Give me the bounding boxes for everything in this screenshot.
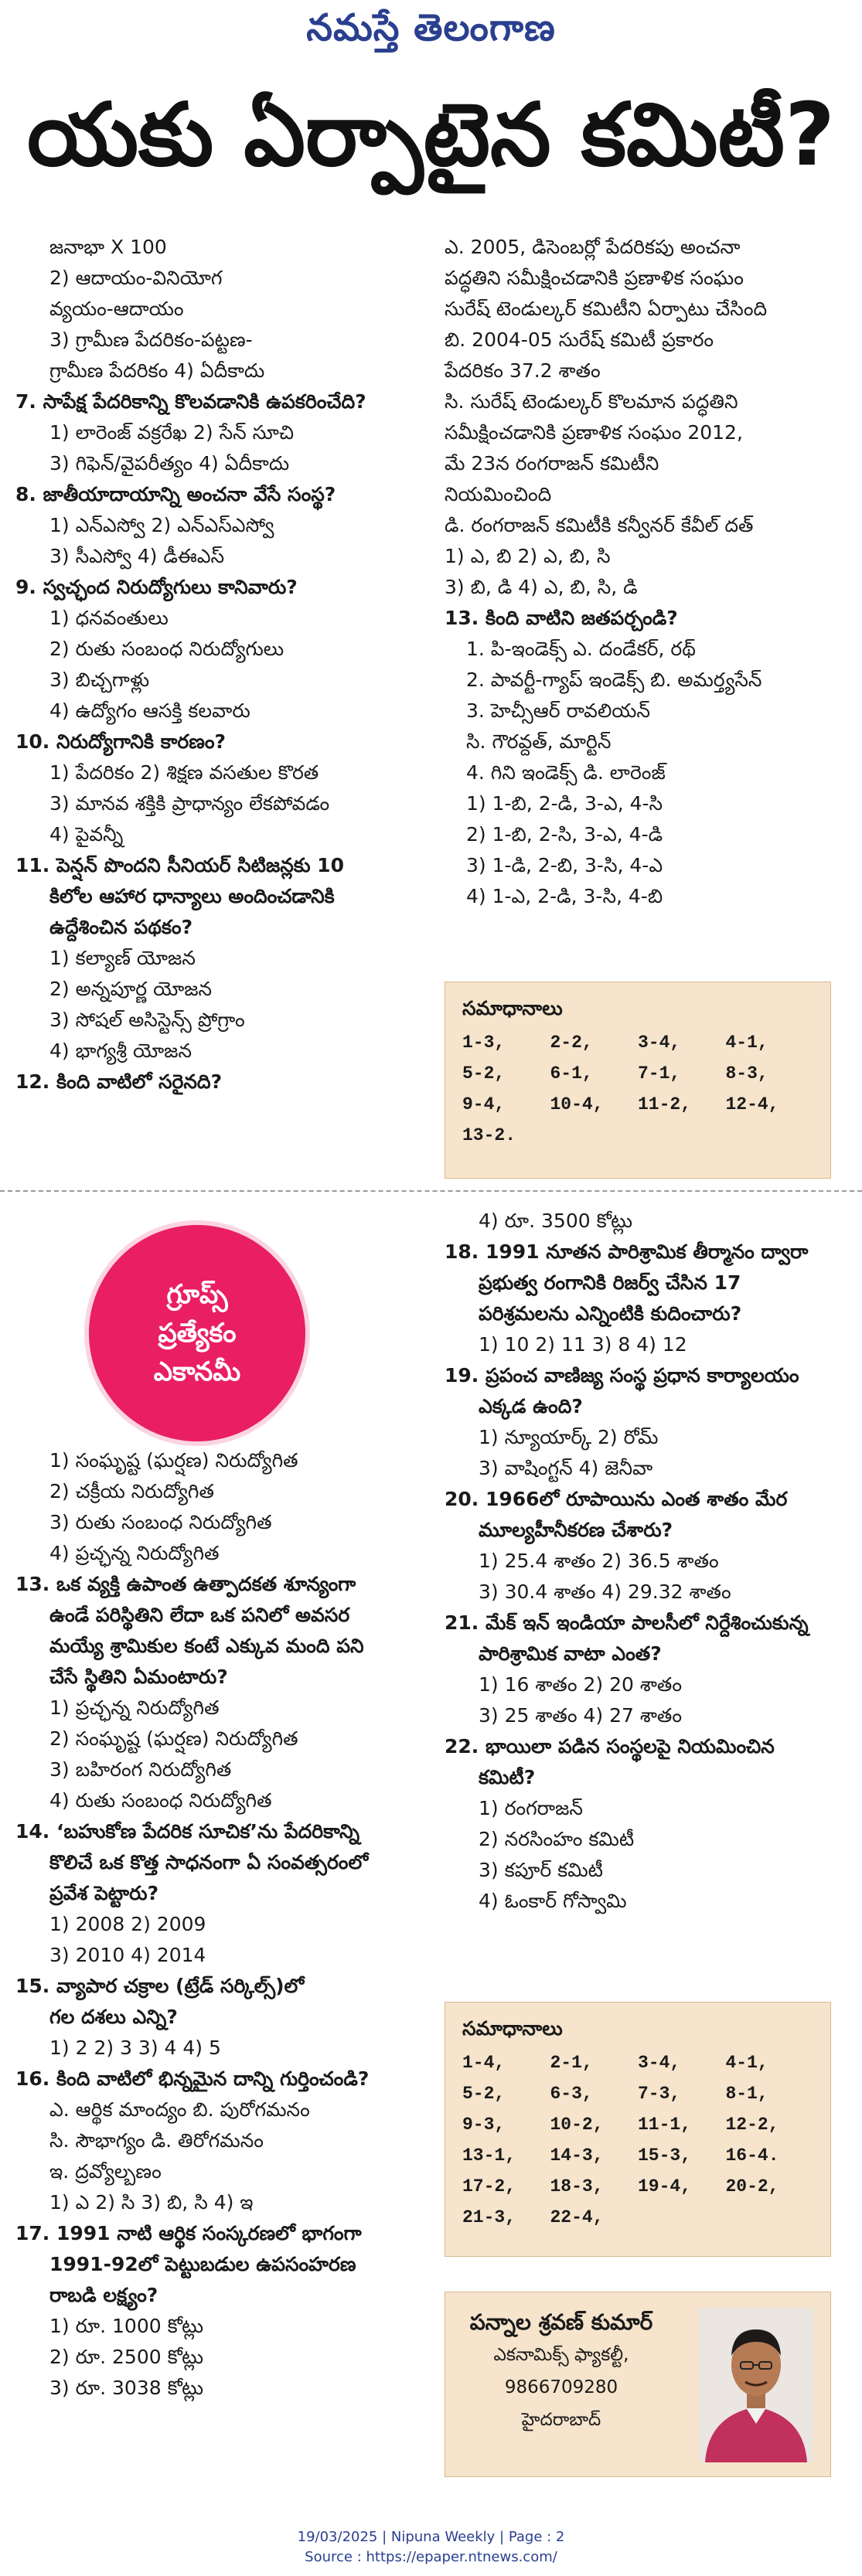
- option-line: 1) లారెంజ్ వక్రరేఖ 2) సేన్ సూచి: [49, 421, 295, 444]
- question-line: కమిటీ?: [479, 1766, 536, 1788]
- answer-item: 9-4,: [462, 1094, 506, 1114]
- option-line: సి. గౌరవ్దత్, మార్టిన్: [466, 730, 612, 753]
- answer-item: 16-4.: [725, 2146, 779, 2166]
- option-line: 1) 25.4 శాతం 2) 36.5 శాతం: [479, 1550, 719, 1572]
- option-line: 1) ఎ 2) సి 3) బి, సి 4) ఇ: [49, 2191, 254, 2214]
- option-line: 3) గిఫెన్/వైపరీత్యం 4) ఏదీకాదు: [49, 452, 290, 475]
- option-line: 4) రూ. 3500 కోట్లు: [479, 1210, 633, 1232]
- option-line: 3) గ్రామీణ పేదరికం-పట్టణ-: [49, 328, 253, 351]
- option-line: 3) 2010 4) 2014: [49, 1944, 206, 1966]
- option-line: 2) 1-బి, 2-సి, 3-ఎ, 4-డి: [466, 823, 663, 846]
- author-phone: 9866709280: [504, 2377, 618, 2397]
- option-line: 2) నరసింహం కమిటీ: [479, 1828, 635, 1850]
- question-line: మూల్యహీనీకరణ చేశారు?: [479, 1519, 673, 1541]
- option-line: ఇ. ద్రవ్యోల్బణం: [49, 2160, 162, 2183]
- answer-item: 17-2,: [462, 2176, 516, 2197]
- answer-item: 7-1,: [638, 1063, 681, 1084]
- section-divider: [0, 1190, 862, 1192]
- question-line: 1991-92లో పెట్టుబడుల ఉపసంహరణ: [49, 2253, 356, 2275]
- option-line: 3) సీఎస్వో 4) డీఈఎస్: [49, 545, 225, 567]
- option-line: 2) సంఘృష్ట (ఘర్షణ) నిరుద్యోగిత: [49, 1727, 298, 1750]
- question-line: 17. 1991 నాటి ఆర్థిక సంస్కరణలో భాగంగా: [15, 2222, 362, 2244]
- answer-item: 9-3,: [462, 2115, 506, 2135]
- answer-item: 8-1,: [725, 2084, 768, 2104]
- answer-item: 12-2,: [725, 2115, 779, 2135]
- option-line: గ్రామీణ పేదరికం 4) ఏదీకాదు: [49, 359, 265, 382]
- question-line: ఉండే పరిస్థితిని లేదా ఒక పనిలో అవసర: [49, 1604, 350, 1626]
- answer-key-box: [445, 2002, 831, 2257]
- option-line: 3) కపూర్ కమిటీ: [479, 1859, 603, 1881]
- answer-item: 11-1,: [638, 2115, 692, 2135]
- answer-item: 7-3,: [638, 2084, 681, 2104]
- option-line: 1) న్యూయార్క్ 2) రోమ్: [479, 1426, 659, 1448]
- option-line: జనాభా X 100: [49, 236, 167, 258]
- badge-line: గ్రూప్స్: [166, 1279, 228, 1310]
- groups-economy-badge: [89, 1225, 305, 1441]
- bottom-left-column: [15, 1445, 433, 2404]
- option-line: 3) వాషింగ్టన్ 4) జెనీవా: [479, 1457, 653, 1479]
- option-line: 3) రుతు సంబంధ నిరుద్యోగిత: [49, 1511, 272, 1533]
- question-line: 10. నిరుద్యోగానికి కారణం?: [15, 730, 227, 753]
- question-line: కిలోల ఆహార ధాన్యాలు అందించడానికి: [49, 885, 335, 907]
- answer-item: 1-4,: [462, 2053, 506, 2073]
- option-line: డి. రంగరాజన్ కమిటీకి కన్వీనర్ కేవీల్ దత్: [445, 514, 754, 536]
- option-line: 1) 2 2) 3 3) 4 4) 5: [49, 2037, 221, 2059]
- option-line: వ్యయం-ఆదాయం: [49, 298, 184, 320]
- answer-item: 5-2,: [462, 1063, 506, 1084]
- question-line: మయ్యే శ్రామికుల కంటే ఎక్కువ మంది పని: [49, 1635, 364, 1657]
- question-line: 13. ఒక వ్యక్తి ఉపాంత ఉత్పాదకత శూన్యంగా: [15, 1573, 356, 1595]
- option-line: 4) ఉద్యోగం ఆసక్తి కలవారు: [49, 699, 250, 722]
- author-card: [445, 2292, 831, 2477]
- option-line: నియమించింది: [445, 483, 552, 505]
- option-line: 1) సంఘృష్ట (ఘర్షణ) నిరుద్యోగిత: [49, 1449, 298, 1472]
- option-line: 1) కల్యాణ్ యోజన: [49, 947, 196, 969]
- answer-item: 12-4,: [725, 1094, 779, 1114]
- option-line: 3) బి, డి 4) ఎ, బి, సి, డి: [445, 576, 638, 598]
- answer-item: 10-2,: [550, 2115, 604, 2135]
- option-line: 1) 10 2) 11 3) 8 4) 12: [479, 1333, 687, 1356]
- answer-item: 6-1,: [550, 1063, 593, 1084]
- question-line: 22. భాయిలా పడిన సంస్థలపై నియమించిన: [445, 1735, 775, 1758]
- option-line: 2) చక్రీయ నిరుద్యోగిత: [49, 1480, 214, 1502]
- question-line: రాబడి లక్ష్యం?: [49, 2284, 158, 2306]
- answer-item: 13-1,: [462, 2146, 516, 2166]
- answer-item: 3-4,: [638, 1033, 681, 1053]
- answer-item: 4-1,: [725, 2053, 768, 2073]
- option-line: 1) 1-బి, 2-డి, 3-ఎ, 4-సి: [466, 792, 663, 815]
- option-line: 2) రూ. 2500 కోట్లు: [49, 2346, 204, 2368]
- option-line: 3) 30.4 శాతం 4) 29.32 శాతం: [479, 1581, 731, 1603]
- question-line: చేసే స్థితిని ఏమంటారు?: [49, 1666, 228, 1688]
- answer-key-box: [445, 982, 831, 1179]
- option-line: 4) రుతు సంబంధ నిరుద్యోగిత: [49, 1789, 272, 1812]
- author-photo: [699, 2308, 813, 2462]
- question-line: 20. 1966లో రూపాయిను ఎంత శాతం మేర: [445, 1488, 788, 1510]
- option-line: 4) 1-ఎ, 2-డి, 3-సి, 4-బి: [466, 885, 663, 907]
- answer-item: 20-2,: [725, 2176, 779, 2197]
- option-line: సమీక్షించడానికి ప్రణాళిక సంఘం 2012,: [445, 421, 743, 444]
- option-line: సి. సౌభాగ్యం డి. తిరోగమనం: [49, 2129, 264, 2152]
- author-city: హైదరాబాద్: [521, 2410, 601, 2430]
- option-line: 1. పి-ఇండెక్స్ ఎ. దండేకర్, రథ్: [466, 638, 696, 660]
- answer-item: 18-3,: [550, 2176, 604, 2197]
- option-line: 1) రంగరాజన్: [479, 1797, 583, 1819]
- question-line: పరిశ్రమలను ఎన్నింటికి కుదించారు?: [479, 1302, 742, 1325]
- option-line: 2) ఆదాయం-వినియోగ: [49, 267, 223, 289]
- option-line: సురేష్ టెండుల్కర్ కమిటీని ఏర్పాటు చేసింది: [445, 298, 768, 320]
- bottom-right-column: [445, 1206, 847, 1917]
- option-line: 3) 25 శాతం 4) 27 శాతం: [479, 1704, 683, 1727]
- option-line: 2. పావర్టీ-గ్యాప్ ఇండెక్స్ బి. అమర్త్యసేన్: [466, 669, 762, 691]
- question-line: 14. ‘బహుకోణ పేదరిక సూచిక’ను పేదరికాన్ని: [15, 1820, 360, 1843]
- option-line: బి. 2004-05 సురేష్ కమిటీ ప్రకారం: [445, 328, 714, 351]
- question-line: ఉద్దేశించిన పథకం?: [49, 916, 193, 938]
- option-line: సి. సురేష్ టెండుల్కర్ కొలమాన పద్ధతిని: [445, 390, 738, 413]
- option-line: 1) పేదరికం 2) శిక్షణ వసతుల కొరత: [49, 761, 319, 784]
- badge-line: ప్రత్యేకం: [158, 1318, 237, 1349]
- option-line: 2) రుతు సంబంధ నిరుద్యోగులు: [49, 638, 284, 660]
- question-line: 7. సాపేక్ష పేదరికాన్ని కొలవడానికి ఉపకరించేది?: [15, 390, 366, 413]
- answer-item: 8-3,: [725, 1063, 768, 1084]
- option-line: 4) పైవన్నీ: [49, 823, 124, 846]
- question-line: 11. పెన్షన్ పొందని సీనియర్ సిటిజన్లకు 10: [15, 854, 344, 876]
- option-line: 4. గిని ఇండెక్స్ డి. లారెంజ్: [466, 761, 666, 784]
- headline: యకు ఏర్పాటైన కమిటీ?: [26, 85, 835, 185]
- answer-key-title: సమాధానాలు: [462, 997, 563, 1019]
- option-line: 3) 1-డి, 2-బి, 3-సి, 4-ఎ: [466, 854, 663, 876]
- option-line: 1) ధనవంతులు: [49, 607, 169, 629]
- option-line: 1) ఎ, బి 2) ఎ, బి, సి: [445, 545, 611, 567]
- answer-item: 15-3,: [638, 2146, 692, 2166]
- option-line: 3) సోషల్ అసిస్టెన్స్ ప్రోగ్రాం: [49, 1009, 245, 1031]
- author-name: పన్నాల శ్రవణ్ కుమార్: [469, 2309, 653, 2335]
- option-line: 1) 16 శాతం 2) 20 శాతం: [479, 1673, 683, 1696]
- question-line: కొలిచే ఒక కొత్త సాధనంగా ఏ సంవత్సరంలో: [49, 1851, 369, 1873]
- question-line: 15. వ్యాపార చక్రాల (ట్రేడ్ సర్కిల్స్)లో: [15, 1975, 305, 1997]
- answer-item: 13-2.: [462, 1125, 516, 1145]
- option-line: 3) మానవ శక్తికి ప్రాధాన్యం లేకపోవడం: [49, 792, 330, 815]
- option-line: 1) ప్రచ్ఛన్న నిరుద్యోగిత: [49, 1696, 220, 1719]
- option-line: 1) 2008 2) 2009: [49, 1913, 206, 1935]
- answer-item: 21-3,: [462, 2207, 516, 2227]
- question-line: 8. జాతీయాదాయాన్ని అంచనా వేసే సంస్థ?: [15, 483, 336, 505]
- option-line: 4) ప్రచ్ఛన్న నిరుద్యోగిత: [49, 1542, 220, 1564]
- question-line: 16. కింది వాటిలో భిన్నమైన దాన్ని గుర్తించండి?: [15, 2067, 370, 2090]
- answer-item: 2-1,: [550, 2053, 593, 2073]
- option-line: 3) బిచ్చగాళ్లు: [49, 669, 150, 691]
- option-line: 2) అన్నపూర్ణ యోజన: [49, 978, 213, 1000]
- answer-item: 10-4,: [550, 1094, 604, 1114]
- option-line: ఎ. 2005, డిసెంబర్లో పేదరికపు అంచనా: [445, 236, 741, 258]
- question-line: ఎక్కడ ఉంది?: [479, 1395, 583, 1417]
- answer-key-title: సమాధానాలు: [462, 2017, 563, 2040]
- answer-item: 2-2,: [550, 1033, 593, 1053]
- option-line: 3) బహిరంగ నిరుద్యోగిత: [49, 1758, 232, 1781]
- option-line: 4) ఓంకార్ గోస్వామి: [479, 1890, 627, 1912]
- option-line: 1) రూ. 1000 కోట్లు: [49, 2315, 204, 2337]
- top-right-column: [445, 232, 847, 912]
- answer-item: 3-4,: [638, 2053, 681, 2073]
- option-line: ఎ. ఆర్థిక మాంద్యం బి. పురోగమనం: [49, 2098, 310, 2121]
- question-line: పారిశ్రామిక వాటా ఎంత?: [479, 1642, 662, 1665]
- option-line: 3. హెచ్సీఆర్ రావలియన్: [466, 699, 650, 722]
- answer-item: 4-1,: [725, 1033, 768, 1053]
- top-left-column: [15, 232, 433, 1097]
- option-line: 4) భాగ్యశ్రీ యోజన: [49, 1040, 193, 1062]
- option-line: మే 23న రంగరాజన్ కమిటీని: [445, 452, 659, 475]
- option-line: పేదరికం 37.2 శాతం: [445, 359, 601, 382]
- answer-item: 5-2,: [462, 2084, 506, 2104]
- footer-source-line: Source : https://epaper.ntnews.com/: [305, 2549, 557, 2565]
- answer-item: 22-4,: [550, 2207, 604, 2227]
- answer-item: 1-3,: [462, 1033, 506, 1053]
- question-line: ప్రభుత్వ రంగానికి రిజర్వ్ చేసిన 17: [479, 1271, 741, 1294]
- question-line: ప్రవేశ పెట్టారు?: [49, 1882, 159, 1904]
- page-footer: [0, 2527, 862, 2567]
- question-line: 13. కింది వాటిని జతపర్చండి?: [445, 607, 678, 629]
- option-line: 1) ఎన్ఎస్వో 2) ఎన్ఎస్ఎస్వో: [49, 514, 274, 536]
- option-line: 3) రూ. 3038 కోట్లు: [49, 2377, 204, 2399]
- answer-key-grid: [462, 2047, 813, 2233]
- masthead-logo: నమస్తే తెలంగాణ: [306, 6, 556, 49]
- answer-item: 11-2,: [638, 1094, 692, 1114]
- option-line: పద్ధతిని సమీక్షించడానికి ప్రణాళిక సంఘం: [445, 267, 744, 289]
- footer-date-line: 19/03/2025 | Nipuna Weekly | Page : 2: [297, 2529, 565, 2545]
- answer-key-grid: [462, 1027, 813, 1151]
- question-line: 9. స్వచ్ఛంద నిరుద్యోగులు కానివారు?: [15, 576, 298, 598]
- answer-item: 14-3,: [550, 2146, 604, 2166]
- question-line: గల దశలు ఎన్ని?: [49, 2006, 178, 2028]
- question-line: 12. కింది వాటిలో సరైనది?: [15, 1070, 223, 1093]
- badge-line: ఎకానమీ: [153, 1356, 241, 1387]
- question-line: 21. మేక్ ఇన్ ఇండియా పాలసీలో నిర్దేశించుకున్న: [445, 1611, 809, 1634]
- question-line: 19. ప్రపంచ వాణిజ్య సంస్థ ప్రధాన కార్యాలయం: [445, 1364, 799, 1387]
- answer-item: 19-4,: [638, 2176, 692, 2197]
- question-line: 18. 1991 నూతన పారిశ్రామిక తీర్మానం ద్వారా: [445, 1240, 809, 1263]
- answer-item: 6-3,: [550, 2084, 593, 2104]
- author-role: ఎకనామిక్స్ ఫ్యాకల్టీ,: [493, 2345, 629, 2365]
